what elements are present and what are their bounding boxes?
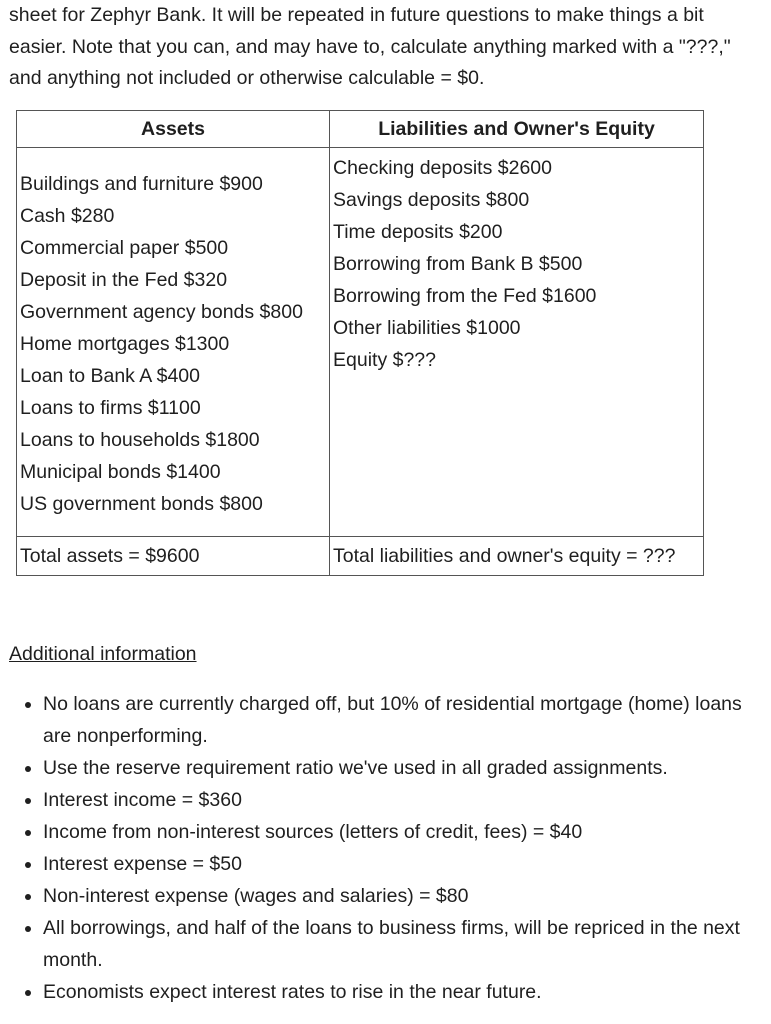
liability-item: Equity $??? [333, 349, 436, 371]
list-item: • Non-interest expense (wages and salaries) = $80 [43, 880, 758, 912]
liability-item: Savings deposits $800 [333, 189, 530, 211]
asset-item: Loans to firms $1100 [20, 397, 201, 419]
asset-item: Deposit in the Fed $320 [20, 269, 228, 291]
asset-item: Cash $280 [20, 205, 115, 227]
asset-item: Buildings and furniture $900 [20, 173, 263, 195]
asset-item: Municipal bonds $1400 [20, 461, 221, 483]
list-item: • Use the reserve requirement ratio we've used in all graded assignments. [43, 752, 758, 784]
list-item: • Interest expense = $50 [43, 848, 758, 880]
liability-item: Borrowing from the Fed $1600 [333, 285, 597, 307]
list-item: • Interest income = $360 [43, 784, 758, 816]
balance-sheet-table [16, 110, 704, 576]
liabilities-cell [330, 148, 704, 537]
additional-info-list [0, 688, 758, 1008]
intro-paragraph: sheet for Zephyr Bank. It will be repeated in future questions to make things a bit easier. Note that you can, and may have to, calculate anything marked with a "???," and anything not included or otherwise calculable = $0. [9, 4, 731, 89]
additional-info-heading: Additional information [9, 643, 197, 665]
list-item: • Economists expect interest rates to rise in the near future. [43, 976, 758, 1008]
total-assets: Total assets = $9600 [17, 537, 330, 576]
asset-item: Government agency bonds $800 [20, 301, 303, 323]
liability-item: Checking deposits $2600 [333, 157, 552, 179]
liability-item: Borrowing from Bank B $500 [333, 253, 583, 275]
asset-item: Loans to households $1800 [20, 429, 260, 451]
liability-item: Time deposits $200 [333, 221, 503, 243]
liability-item: Other liabilities $1000 [333, 317, 521, 339]
total-liabilities: Total liabilities and owner's equity = ??? [330, 537, 704, 576]
list-item: • Income from non-interest sources (letters of credit, fees) = $40 [43, 816, 758, 848]
assets-cell [17, 148, 330, 537]
asset-item: Commercial paper $500 [20, 237, 229, 259]
asset-item: Home mortgages $1300 [20, 333, 230, 355]
list-item: • All borrowings, and half of the loans to business firms, will be repriced in the next month. [43, 912, 758, 976]
list-item: • No loans are currently charged off, but 10% of residential mortgage (home) loans are nonperforming. [43, 688, 758, 752]
liabilities-header: Liabilities and Owner's Equity [330, 111, 704, 148]
asset-item: Loan to Bank A $400 [20, 365, 200, 387]
assets-header: Assets [17, 111, 330, 148]
asset-item: US government bonds $800 [20, 493, 263, 515]
